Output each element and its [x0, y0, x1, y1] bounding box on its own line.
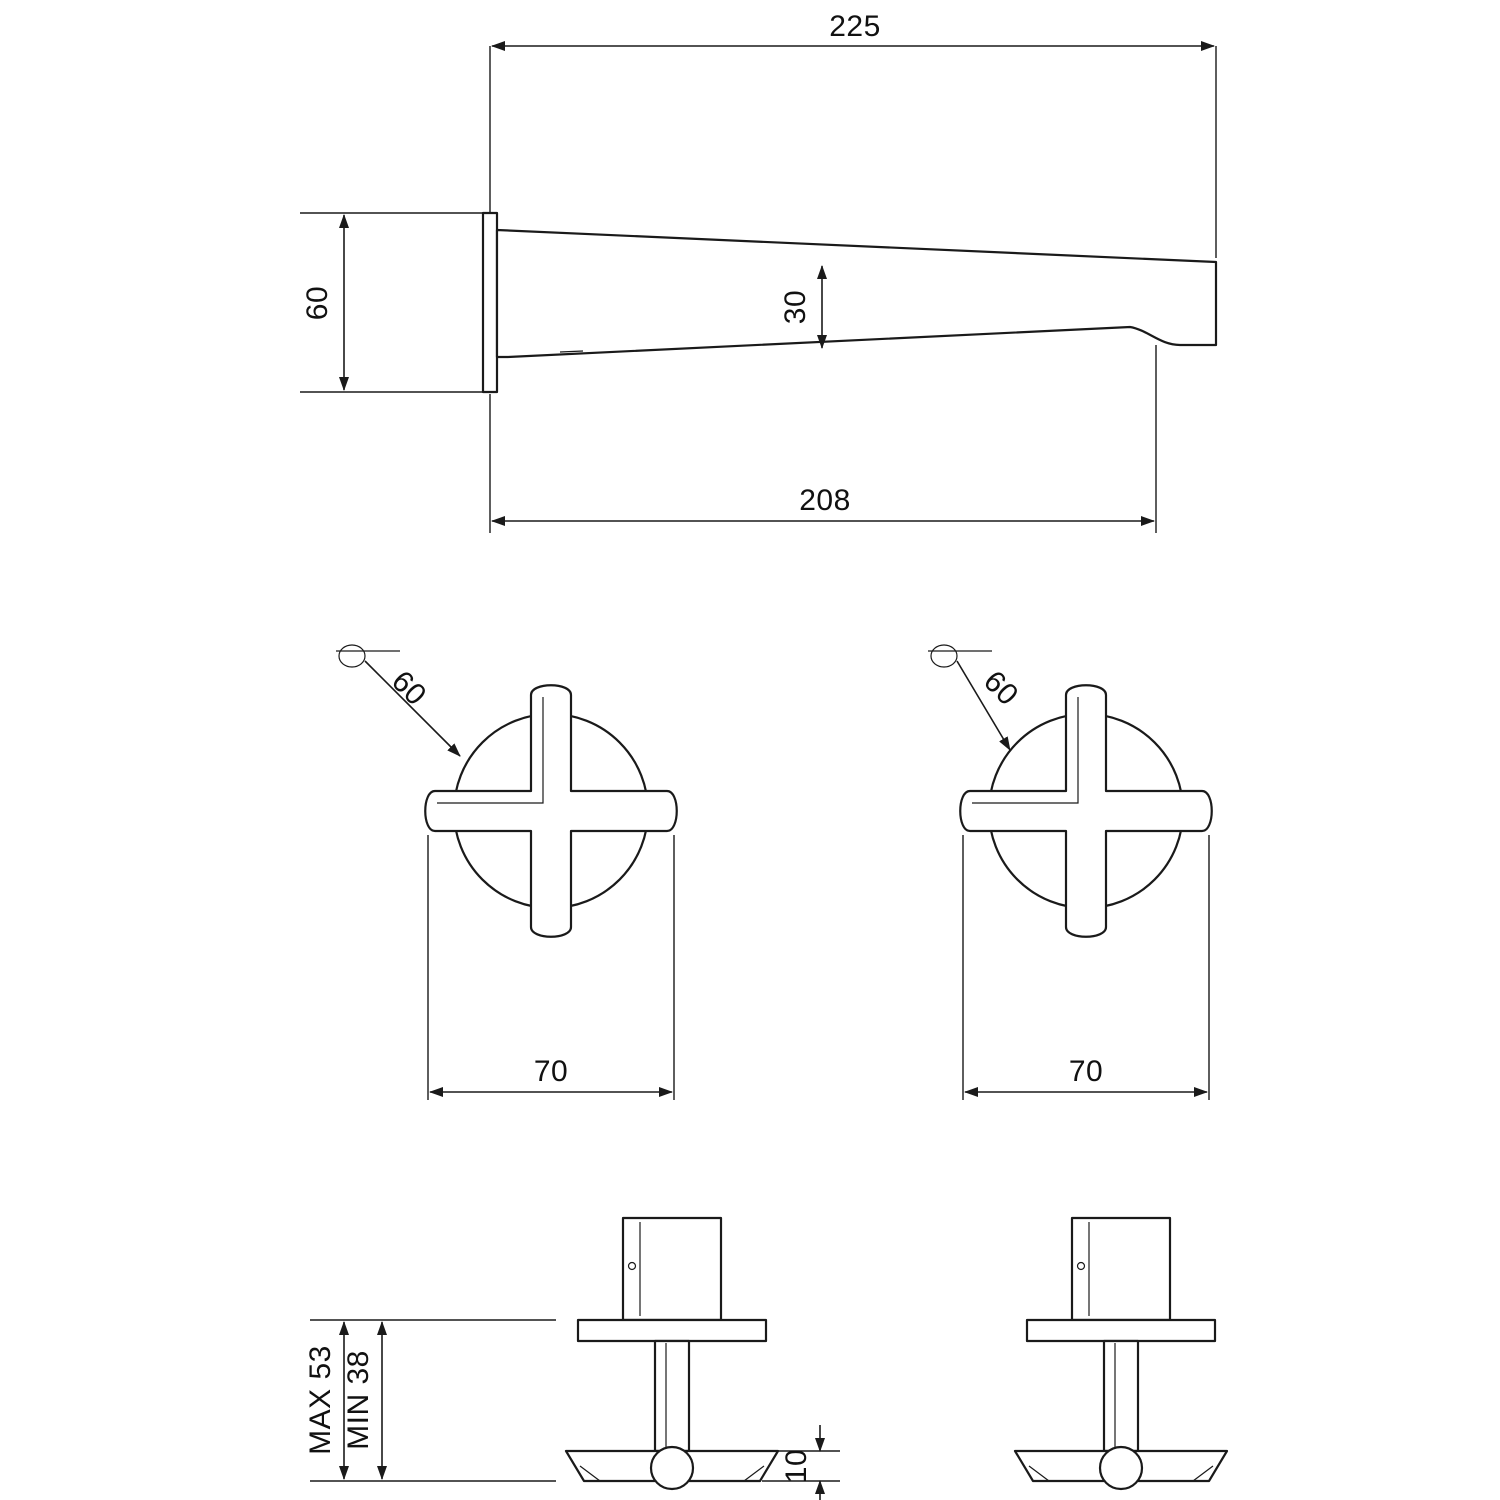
- dim-overall-length: [490, 10, 1216, 258]
- view-handle-right-front: [928, 645, 1212, 1100]
- cartridge-body-left: [623, 1218, 721, 1320]
- handle-hub-right: [1100, 1447, 1142, 1489]
- dim-label-min-38: MIN 38: [342, 1350, 375, 1450]
- escutcheon-plate-left: [578, 1320, 766, 1341]
- dim-projection: [490, 345, 1156, 533]
- dim-label-10: 10: [780, 1448, 813, 1484]
- handle-hub-left: [651, 1447, 693, 1489]
- escutcheon-plate-right: [1027, 1320, 1215, 1341]
- dim-label-60-rosette-right: 60: [977, 664, 1025, 713]
- dim-flange-height: [300, 213, 483, 392]
- spout-geometry: [483, 213, 1216, 392]
- dim-rosette-diameter-left: [336, 645, 460, 756]
- dim-label-max-53: MAX 53: [304, 1345, 337, 1455]
- handle-stem-left: [655, 1341, 689, 1451]
- view-handle-left-front: [336, 645, 677, 1100]
- dim-label-70-right: 70: [1068, 1055, 1104, 1088]
- view-handle-right-section: [1015, 1218, 1227, 1489]
- dim-label-70-left: 70: [533, 1055, 569, 1088]
- view-spout-side: [300, 10, 1216, 533]
- dim-label-208: 208: [799, 484, 851, 517]
- dim-handle-thickness: [762, 1425, 840, 1500]
- spout-body: [497, 230, 1216, 357]
- cross-handle-right: [960, 685, 1212, 937]
- diameter-symbol-left: [339, 645, 365, 667]
- cross-handle-left: [425, 685, 677, 937]
- dim-rosette-diameter-right: [928, 645, 1025, 750]
- view-handle-left-section: [304, 1218, 840, 1500]
- dim-label-30: 30: [779, 289, 812, 325]
- wall-flange: [483, 213, 497, 392]
- dim-label-60-flange: 60: [301, 285, 334, 321]
- cartridge-body-right: [1072, 1218, 1170, 1320]
- diameter-symbol-right: [931, 645, 957, 667]
- dim-max-min-projection: [304, 1320, 556, 1481]
- dim-label-60-rosette-left: 60: [385, 664, 433, 713]
- dim-label-225: 225: [829, 10, 881, 43]
- handle-stem-right: [1104, 1341, 1138, 1451]
